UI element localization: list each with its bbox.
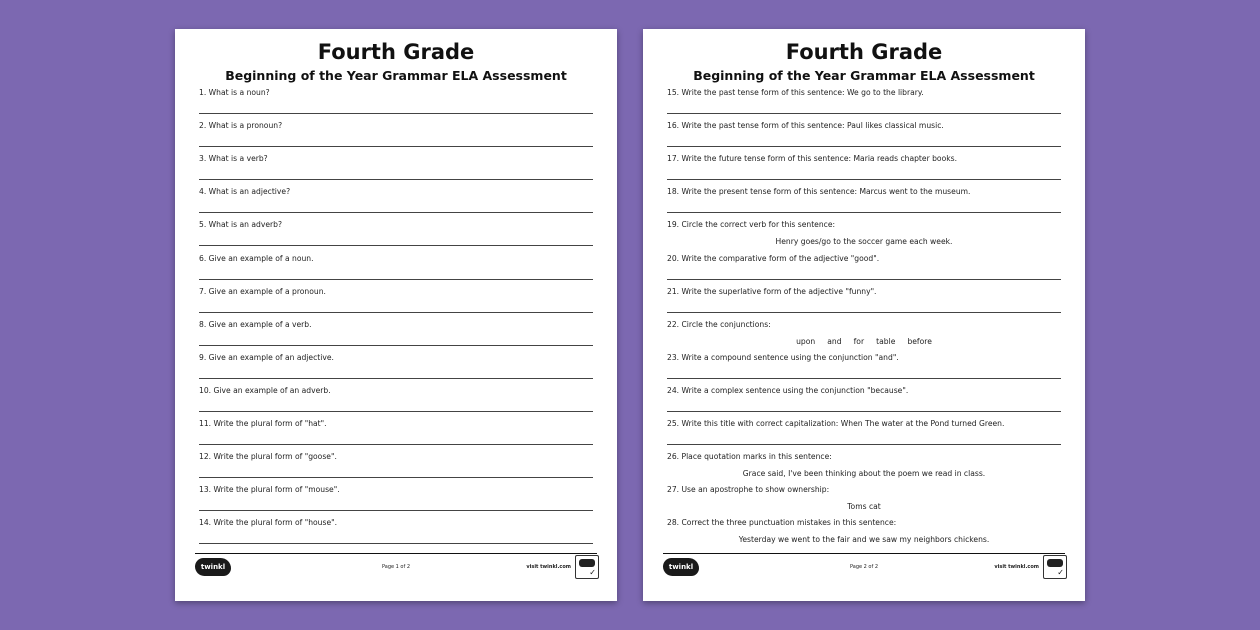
question-prompt-sentence: Grace said, I've been thinking about the poem we read in class.: [742, 469, 986, 479]
answer-line[interactable]: [199, 345, 593, 346]
question-text: 24. Write a complex sentence using the conjunction "because".: [667, 385, 909, 395]
answer-line[interactable]: [199, 245, 593, 246]
answer-line[interactable]: [667, 279, 1061, 280]
answer-line[interactable]: [199, 378, 593, 379]
answer-line[interactable]: [199, 113, 593, 114]
answer-line[interactable]: [199, 212, 593, 213]
question-text: 13. Write the plural form of "mouse".: [199, 485, 340, 495]
quality-badge-icon: ✓: [575, 555, 599, 579]
question-text: 20. Write the comparative form of the adjective "good".: [667, 253, 880, 263]
question-text: 23. Write a compound sentence using the conjunction "and".: [667, 352, 899, 362]
question-text: 17. Write the future tense form of this sentence: Maria reads chapter books.: [667, 154, 957, 164]
answer-line[interactable]: [667, 312, 1061, 313]
question-text: 25. Write this title with correct capitalization: When The water at the Pond turned Green.: [667, 419, 1005, 428]
twinkl-logo-icon: twinkl: [663, 558, 699, 576]
question-prompt-sentence: Yesterday we went to the fair and we saw my neighbors chickens.: [738, 535, 990, 545]
question-text: 6. Give an example of a noun.: [199, 253, 314, 263]
page-number: Page 1 of 2: [381, 564, 411, 570]
answer-line[interactable]: [199, 312, 593, 313]
question-prompt-sentence: Toms cat: [847, 502, 881, 512]
question-text: 5. What is an adverb?: [199, 220, 282, 230]
answer-line[interactable]: [667, 179, 1061, 180]
question-text: 1. What is a noun?: [199, 88, 270, 97]
twinkl-logo-icon: twinkl: [195, 558, 231, 576]
answer-line[interactable]: [667, 378, 1061, 379]
visit-link[interactable]: visit twinkl.com: [526, 564, 571, 570]
question-text: 16. Write the past tense form of this sentence: Paul likes classical music.: [667, 121, 944, 131]
question-text: 8. Give an example of a verb.: [199, 319, 312, 329]
footer-divider: [195, 553, 597, 554]
question-text: 10. Give an example of an adverb.: [199, 385, 331, 395]
question-text: 26. Place quotation marks in this sentence:: [667, 452, 832, 462]
answer-line[interactable]: [667, 444, 1061, 445]
answer-line[interactable]: [199, 444, 593, 445]
question-prompt-sentence: upon and for table before: [796, 336, 932, 346]
question-text: 4. What is an adjective?: [199, 187, 291, 197]
question-prompt-sentence: Henry goes/go to the soccer game each week.: [775, 237, 953, 247]
answer-line[interactable]: [199, 279, 593, 280]
question-text: 12. Write the plural form of "goose".: [199, 452, 337, 462]
answer-line[interactable]: [199, 477, 593, 478]
question-text: 27. Use an apostrophe to show ownership:: [667, 485, 830, 495]
answer-line[interactable]: [199, 179, 593, 180]
answer-line[interactable]: [667, 411, 1061, 412]
visit-link[interactable]: visit twinkl.com: [994, 564, 1039, 570]
worksheet-page-1: [175, 29, 617, 601]
page-title: Fourth Grade: [317, 40, 475, 64]
quality-badge-icon: ✓: [1043, 555, 1067, 579]
answer-line[interactable]: [667, 113, 1061, 114]
question-text: 19. Circle the correct verb for this sentence:: [667, 220, 836, 230]
page-subtitle: Beginning of the Year Grammar ELA Assessment: [225, 68, 567, 83]
question-text: 7. Give an example of a pronoun.: [199, 286, 326, 296]
footer-divider: [663, 553, 1065, 554]
question-text: 3. What is a verb?: [199, 154, 268, 164]
question-text: 22. Circle the conjunctions:: [667, 319, 771, 329]
page-number: Page 2 of 2: [849, 564, 879, 570]
question-text: 21. Write the superlative form of the adjective "funny".: [667, 286, 877, 296]
question-text: 11. Write the plural form of "hat".: [199, 419, 327, 428]
answer-line[interactable]: [199, 146, 593, 147]
answer-line[interactable]: [199, 543, 593, 544]
page-subtitle: Beginning of the Year Grammar ELA Assessment: [693, 68, 1035, 83]
question-text: 14. Write the plural form of "house".: [199, 518, 338, 528]
page-title: Fourth Grade: [785, 40, 943, 64]
answer-line[interactable]: [199, 411, 593, 412]
question-text: 28. Correct the three punctuation mistakes in this sentence:: [667, 518, 897, 528]
worksheet-page-2: [643, 29, 1085, 601]
question-text: 18. Write the present tense form of this sentence: Marcus went to the museum.: [667, 187, 971, 197]
answer-line[interactable]: [667, 146, 1061, 147]
answer-line[interactable]: [667, 212, 1061, 213]
question-text: 2. What is a pronoun?: [199, 121, 283, 131]
question-text: 15. Write the past tense form of this sentence: We go to the library.: [667, 88, 924, 97]
question-text: 9. Give an example of an adjective.: [199, 352, 334, 362]
answer-line[interactable]: [199, 510, 593, 511]
